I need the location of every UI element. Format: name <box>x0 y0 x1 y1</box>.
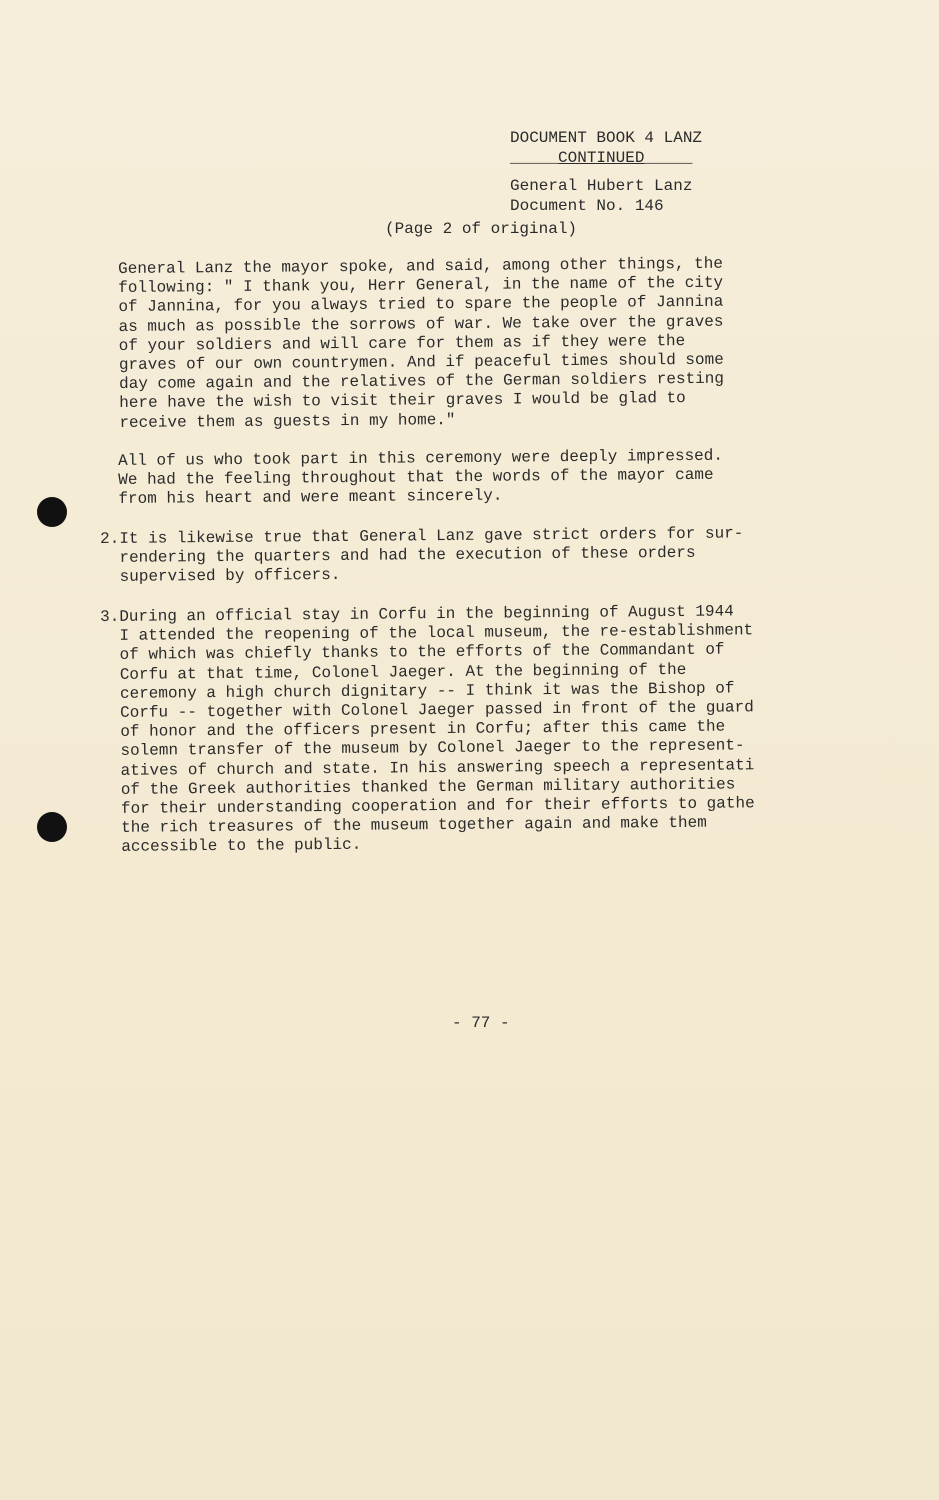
original-page-reference: (Page 2 of original) <box>385 220 578 238</box>
continued-prefix: _____ <box>510 149 559 167</box>
mayor-speech-paragraph: General Lanz the mayor spoke, and said, among other things, the following: " I thank you, Herr General, in the name of the city of Jannina, for you always tried to spare the people of Jannina as much as possible the sorrows of war. We take over the graves of your soldiers and will care for them as if they were the graves of our own countrymen. And if peaceful times should some day come again and the relatives of the German soldiers resting here have the wish to visit their graves I would be glad to receive them as guests in my home." <box>118 254 725 432</box>
document-book-title: DOCUMENT BOOK 4 LANZ <box>510 129 703 147</box>
punch-hole-icon <box>37 812 67 842</box>
numbered-item-3: 3.During an official stay in Corfu in the beginning of August 1944 I attended the reopening of the local museum, the re-establishment of which was chiefly thanks to the efforts of the Commandant of Corfu at that time, Colonel Jaeger. At the beginning of the ceremony a high church dignitary -- I think it was the Bishop of Corfu -- together with Colonel Jaeger passed in front of the guard of honor and the officers present in Corfu; after this came the solemn transfer of the museum by Colonel Jaeger to the represent- atives of church and state. In his answering speech a representati of the Greek authorities thanked the German military authorities for their understanding cooperation and for their efforts to gathe the rich treasures of the museum together again and make them accessible to the public. <box>100 602 755 857</box>
continued-suffix: _____ <box>644 149 693 167</box>
author-name: General Hubert Lanz <box>510 177 693 195</box>
continued-marker <box>510 148 910 168</box>
punch-hole-icon <box>37 497 67 527</box>
document-number: Document No. 146 <box>510 197 664 215</box>
page-number: - 77 - <box>452 1014 510 1032</box>
impression-paragraph: All of us who took part in this ceremony were deeply impressed. We had the feeling throughout that the words of the mayor came from his heart and were meant sincerely. <box>118 446 724 509</box>
document-header <box>510 128 910 216</box>
numbered-item-2: 2.It is likewise true that General Lanz gave strict orders for sur- rendering the quarters and had the execution of these orders supervised by officers. <box>100 524 744 587</box>
continued-word: CONTINUED <box>558 149 645 167</box>
